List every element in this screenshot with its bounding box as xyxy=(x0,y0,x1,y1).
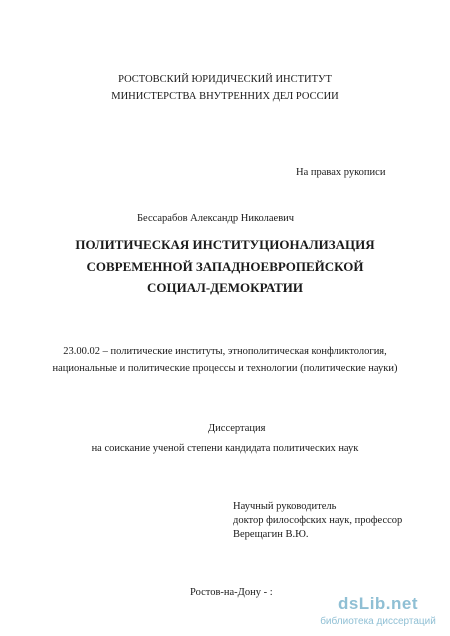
dissertation-label: Диссертация xyxy=(208,423,266,434)
watermark xyxy=(308,594,448,632)
title-line-2: СОВРЕМЕННОЙ ЗАПАДНОЕВРОПЕЙСКОЙ xyxy=(86,259,364,274)
specialty-line-1: 23.00.02 – политические институты, этнополитическая конфликтология, xyxy=(63,346,387,357)
ministry-name: МИНИСТЕРСТВА ВНУТРЕННИХ ДЕЛ РОССИИ xyxy=(111,91,339,102)
degree-line: на соискание ученой степени кандидата политических наук xyxy=(91,443,359,454)
title-line-3: СОЦИАЛ-ДЕМОКРАТИИ xyxy=(147,280,303,295)
watermark-subtitle: библиотека диссертаций xyxy=(320,616,436,627)
specialty-line-2: национальные и политические процессы и технологии (политические науки) xyxy=(52,363,398,374)
city-year: Ростов-на-Дону - : xyxy=(190,587,273,598)
title-line-1: ПОЛИТИЧЕСКАЯ ИНСТИТУЦИОНАЛИЗАЦИЯ xyxy=(75,237,375,252)
institute-name: РОСТОВСКИЙ ЮРИДИЧЕСКИЙ ИНСТИТУТ xyxy=(118,74,332,85)
supervisor-name: Верещагин В.Ю. xyxy=(233,529,309,540)
watermark-logo: dsLib.net xyxy=(337,594,419,613)
supervisor-credentials: доктор философских наук, профессор xyxy=(233,515,403,526)
author-name: Бессарабов Александр Николаевич xyxy=(137,213,295,224)
supervisor-role: Научный руководитель xyxy=(233,501,337,512)
manuscript-note: На правах рукописи xyxy=(296,167,386,178)
